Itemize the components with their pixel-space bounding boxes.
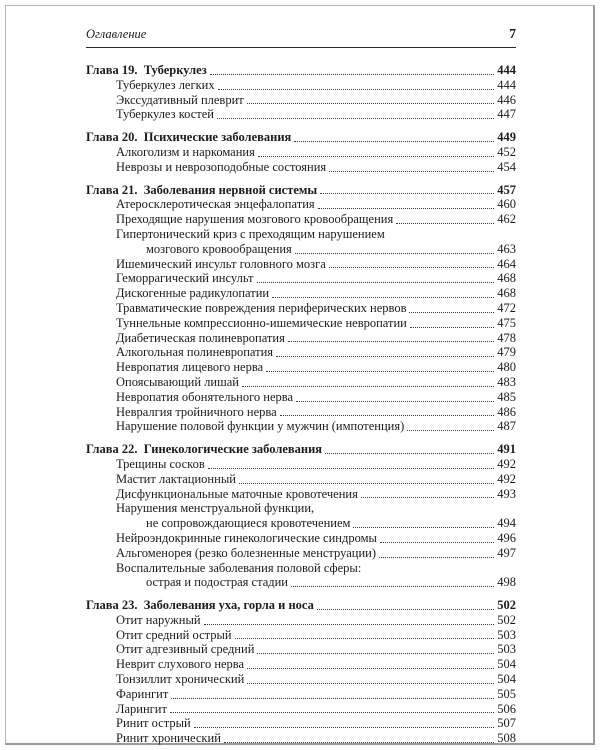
toc-item-page-number: 505 (497, 686, 516, 701)
toc-item-row (86, 212, 516, 227)
toc-item-label: Ларингит (116, 701, 167, 716)
chapter-page-number: 491 (497, 442, 516, 457)
header-rule (86, 47, 516, 48)
chapter-row (86, 442, 516, 457)
toc-item-page-number: 485 (497, 389, 516, 404)
toc-item-row (86, 286, 516, 301)
toc-item-label: Геморрагический инсульт (116, 271, 254, 286)
toc-section (86, 130, 516, 174)
dot-leader (291, 586, 494, 587)
toc-item-label: Неврозы и неврозоподобные состояния (116, 159, 327, 174)
dot-leader (353, 527, 494, 528)
dot-leader (204, 624, 495, 625)
toc-item-label: Отит средний острый (116, 627, 232, 642)
chapter-row (86, 183, 516, 198)
dot-leader (288, 341, 494, 342)
toc-item-label: Неврит слухового нерва (116, 657, 245, 672)
dot-leader (380, 542, 494, 543)
toc-section (86, 183, 516, 435)
toc-item-row (86, 331, 516, 346)
dot-leader (218, 89, 495, 90)
chapter-page-number: 444 (497, 63, 516, 77)
toc-item-row (86, 160, 516, 175)
toc-item-row (86, 145, 516, 160)
dot-leader (224, 742, 494, 743)
toc-item-label: острая и подострая стадии (146, 575, 288, 590)
toc-item-row (86, 301, 516, 316)
dot-leader (276, 356, 494, 357)
toc-item-label: мозгового кровообращения (146, 241, 292, 256)
toc-item-page-number: 483 (497, 374, 516, 389)
toc-item-page-number: 493 (497, 486, 516, 501)
dot-leader (317, 609, 494, 610)
dot-leader (257, 282, 495, 283)
dot-leader (235, 638, 495, 639)
dot-leader (242, 386, 494, 387)
toc-item-row (86, 613, 516, 628)
toc-item-label: Дисфункциональные маточные кровотечения (116, 486, 358, 501)
toc-item-page-number: 507 (497, 716, 516, 731)
toc-item-page-number: 472 (497, 300, 516, 315)
chapter-title: Глава 20. Психические заболевания (86, 130, 292, 145)
toc-item-page-number: 492 (497, 456, 516, 471)
toc-item-label: Экссудативный плеврит (116, 92, 244, 107)
toc-item-row (86, 516, 516, 531)
dot-leader (325, 453, 494, 454)
toc-item-row (86, 642, 516, 657)
toc-item-label: Нарушения менструальной функции, (116, 501, 315, 516)
toc-item-page-number: 454 (497, 159, 516, 174)
toc-item-row (86, 501, 516, 516)
toc-item-row (86, 227, 516, 242)
toc-item-label: Трещины сосков (116, 456, 205, 471)
chapter-page-number: 502 (497, 598, 516, 613)
toc-item-label: Фарингит (116, 686, 169, 701)
chapter-page-number: 457 (497, 182, 516, 197)
toc-item-row (86, 457, 516, 472)
toc-item-page-number: 452 (497, 144, 516, 159)
toc-item-page-number: 478 (497, 330, 516, 345)
toc-item-label: Туберкулез костей (116, 107, 214, 122)
toc-item-page-number: 464 (497, 256, 516, 271)
toc-section (86, 63, 516, 122)
toc-item-label: Ишемический инсульт головного мозга (116, 256, 326, 271)
running-head-title: Оглавление (86, 27, 147, 41)
section-items (86, 78, 516, 122)
dot-leader (280, 415, 495, 416)
toc-item-label: Травматические повреждения периферических нервов (116, 300, 407, 315)
page-content (86, 26, 516, 746)
toc-item-row (86, 472, 516, 487)
toc-item-page-number: 504 (497, 672, 516, 687)
toc-item-page-number: 498 (497, 575, 516, 590)
toc-item-label: Отит адгезивный средний (116, 642, 255, 657)
toc-item-row (86, 375, 516, 390)
dot-leader (266, 371, 494, 372)
toc-item-page-number: 508 (497, 731, 516, 746)
toc-item-row (86, 716, 516, 731)
chapter-page-number: 449 (497, 130, 516, 145)
toc-item-page-number: 496 (497, 530, 516, 545)
toc-item-page-number: 494 (497, 516, 516, 531)
toc-item-page-number: 463 (497, 241, 516, 256)
dot-leader (329, 171, 494, 172)
toc-item-row (86, 316, 516, 331)
toc-item-label: Нарушение половой функции у мужчин (импотенция) (116, 419, 405, 434)
toc-item-page-number: 475 (497, 315, 516, 330)
chapter-title: Глава 19. Туберкулез (86, 63, 207, 77)
toc-item-page-number: 504 (497, 657, 516, 672)
toc-item-row (86, 93, 516, 108)
toc-item-label: Тонзиллит хронический (116, 672, 245, 687)
toc-item-page-number: 460 (497, 197, 516, 212)
toc-section (86, 598, 516, 746)
dot-leader (396, 223, 494, 224)
toc-item-row (86, 345, 516, 360)
dot-leader (247, 683, 494, 684)
dot-leader (239, 483, 494, 484)
toc-item-label: Ринит острый (116, 716, 191, 731)
toc-item-page-number: 462 (497, 212, 516, 227)
toc-item-label: Алкогольная полиневропатия (116, 345, 274, 360)
toc-item-page-number: 446 (497, 92, 516, 107)
dot-leader (272, 297, 494, 298)
toc-item-page-number: 468 (497, 286, 516, 301)
toc-item-row (86, 731, 516, 746)
dot-leader (379, 557, 494, 558)
toc-item-label: Гипертонический криз с преходящим нарушением (116, 226, 385, 241)
dot-leader (295, 253, 494, 254)
toc-item-label: Преходящие нарушения мозгового кровообращения (116, 212, 394, 227)
dot-leader (210, 74, 495, 75)
dot-leader (296, 401, 494, 402)
chapter-row (86, 63, 516, 78)
chapter-row (86, 598, 516, 613)
toc-item-row (86, 257, 516, 272)
dot-leader (410, 327, 494, 328)
dot-leader (329, 267, 494, 268)
toc-item-label: Альгоменорея (резко болезненные менструации) (116, 545, 376, 560)
toc-item-label: Диабетическая полиневропатия (116, 330, 285, 345)
toc-item-page-number: 480 (497, 360, 516, 375)
dot-leader (194, 727, 495, 728)
dot-leader (208, 468, 495, 469)
toc-item-row (86, 390, 516, 405)
toc-item-label: Нейроэндокринные гинекологические синдромы (116, 530, 377, 545)
toc-item-label: Опоясывающий лишай (116, 374, 239, 389)
section-items (86, 613, 516, 746)
toc-item-page-number: 503 (497, 627, 516, 642)
toc-item-page-number: 468 (497, 271, 516, 286)
toc-item-row (86, 575, 516, 590)
toc-section (86, 442, 516, 590)
folio-page-number: 7 (509, 26, 516, 41)
toc-item-page-number: 503 (497, 642, 516, 657)
toc-item-page-number: 479 (497, 345, 516, 360)
toc-item-label: Атеросклеротическая энцефалопатия (116, 197, 315, 212)
toc-item-label: Невропатия лицевого нерва (116, 360, 264, 375)
toc-item-page-number: 506 (497, 701, 516, 716)
toc-item-page-number: 497 (497, 545, 516, 560)
toc-item-label: Алкоголизм и наркомания (116, 144, 255, 159)
toc-item-label: Туберкулез легких (116, 77, 215, 92)
dot-leader (247, 103, 495, 104)
chapter-title: Глава 23. Заболевания уха, горла и носа (86, 598, 314, 613)
toc-item-page-number: 502 (497, 612, 516, 627)
dot-leader (361, 497, 494, 498)
dot-leader (409, 312, 494, 313)
toc-list (86, 63, 516, 746)
toc-item-label: Отит наружный (116, 612, 201, 627)
toc-item-row (86, 405, 516, 420)
section-items (86, 145, 516, 175)
toc-item-row (86, 271, 516, 286)
toc-item-page-number: 487 (497, 419, 516, 434)
toc-item-label: Невропатия обонятельного нерва (116, 389, 294, 404)
chapter-title: Глава 21. Заболевания нервной системы (86, 182, 318, 197)
toc-item-row (86, 419, 516, 434)
dot-leader (407, 430, 494, 431)
toc-item-row (86, 672, 516, 687)
page-header (86, 26, 516, 42)
toc-item-row (86, 546, 516, 561)
chapter-title: Глава 22. Гинекологические заболевания (86, 442, 323, 457)
toc-item-row (86, 531, 516, 546)
dot-leader (320, 193, 494, 194)
toc-item-row (86, 702, 516, 717)
toc-item-label: не сопровождающиеся кровотечением (146, 516, 351, 531)
toc-item-row (86, 107, 516, 122)
section-items (86, 197, 516, 434)
dot-leader (318, 208, 495, 209)
toc-item-row (86, 657, 516, 672)
toc-item-row (86, 687, 516, 702)
dot-leader (257, 653, 494, 654)
dot-leader (247, 668, 494, 669)
toc-item-row (86, 487, 516, 502)
toc-item-row (86, 561, 516, 576)
toc-item-row (86, 78, 516, 93)
section-items (86, 457, 516, 590)
dot-leader (294, 141, 494, 142)
toc-item-page-number: 486 (497, 404, 516, 419)
toc-item-label: Мастит лактационный (116, 471, 236, 486)
toc-item-label: Воспалительные заболевания половой сферы: (116, 560, 362, 575)
toc-item-label: Ринит хронический (116, 731, 221, 746)
dot-leader (217, 118, 494, 119)
dot-leader (170, 712, 494, 713)
toc-item-row (86, 197, 516, 212)
dot-leader (171, 698, 494, 699)
toc-item-row (86, 628, 516, 643)
dot-leader (258, 156, 494, 157)
toc-item-label: Туннельные компрессионно-ишемические невропатии (116, 315, 407, 330)
toc-item-row (86, 242, 516, 257)
toc-item-row (86, 360, 516, 375)
toc-item-label: Дискогенные радикулопатии (116, 286, 270, 301)
toc-item-page-number: 444 (497, 77, 516, 92)
toc-item-page-number: 447 (497, 107, 516, 122)
toc-item-label: Невралгия тройничного нерва (116, 404, 277, 419)
toc-item-page-number: 492 (497, 471, 516, 486)
chapter-row (86, 130, 516, 145)
